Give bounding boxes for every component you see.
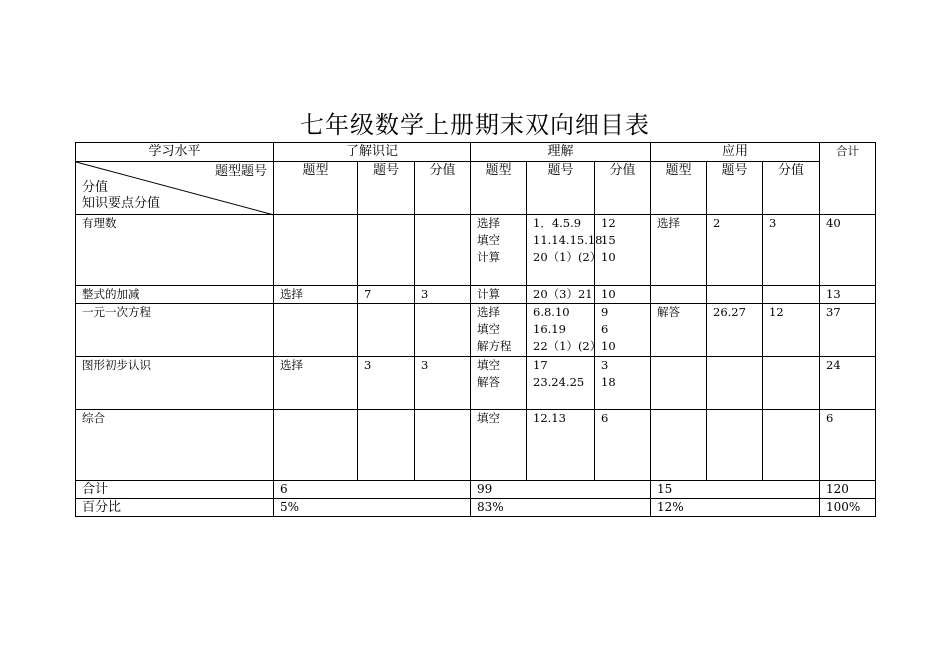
recall-score-cell: 3 [415,286,471,304]
understand-type-cell-line: 填空 [477,358,500,372]
summary-label-cell: 百分比 [76,499,274,517]
sub-header-type: 题型 [274,162,358,215]
apply-type-cell: 解答 [651,304,707,357]
understand-score-cell-line: 12 [601,216,616,230]
topic-cell: 图形初步认识 [76,357,274,410]
sub-header-type: 题型 [471,162,527,215]
apply-num-cell [707,286,763,304]
row-total-cell: 13 [820,286,876,304]
understand-score-cell-line: 10 [601,250,616,264]
understand-num-cell [527,215,603,286]
understand-score-cell-line: 3 [601,358,609,372]
understand-num-cell-line: 12.13 [533,411,566,425]
understand-num-cell [527,304,602,357]
recall-num-cell [358,410,415,481]
recall-type-cell [274,410,358,481]
understand-num-cell [527,410,595,481]
diagonal-header-cell [76,162,274,215]
understand-type-cell [471,304,527,357]
summary-row [76,481,876,499]
understand-type-cell [471,357,527,410]
table-row [76,410,876,481]
apply-type-cell: 选择 [651,215,707,286]
understand-type-cell-line: 解答 [477,375,500,389]
group-header-understand: 理解 [471,143,651,162]
recall-type-cell: 选择 [274,286,358,304]
understand-num-cell [527,286,595,304]
apply-type-cell [651,286,707,304]
understand-score-cell-line: 15 [601,233,616,247]
apply-type-cell [651,357,707,410]
sub-header-score: 分值 [595,162,651,215]
table-row [76,215,876,286]
recall-type-cell [274,215,358,286]
understand-num-cell-line: 16.19 [533,322,566,336]
understand-score-cell [595,215,651,286]
topic-cell: 一元一次方程 [76,304,274,357]
sub-header-score: 分值 [415,162,471,215]
understand-type-cell-line: 计算 [477,287,500,301]
apply-num-cell: 26.27 [707,304,763,357]
recall-score-cell [415,304,471,357]
diag-label-knowledge: 知识要点分值 [82,196,161,211]
table-row [76,304,876,357]
recall-score-cell [415,215,471,286]
understand-score-cell [595,286,651,304]
understand-num-cell-line: 1．4.5.9 [533,216,582,230]
diag-label-score: 分值 [82,180,109,195]
recall-type-cell: 选择 [274,357,358,410]
understand-type-cell-line: 解方程 [477,339,512,353]
table-row [76,286,876,304]
sub-header-score: 分值 [763,162,820,215]
understand-num-cell-line: 20（1）(2） [533,250,602,264]
understand-score-cell-line: 10 [601,339,616,353]
row-total-cell: 6 [820,410,876,481]
apply-score-cell: 12 [763,304,820,357]
level-header: 学习水平 [76,143,274,162]
topic-cell: 有理数 [76,215,274,286]
apply-num-cell: 2 [707,215,763,286]
recall-score-cell [415,410,471,481]
apply-score-cell [763,286,820,304]
understand-score-cell-line: 9 [601,305,609,319]
spec-table [75,142,876,517]
understand-score-cell-line: 6 [601,322,609,336]
summary-apply-cell: 12% [651,499,820,517]
group-header-recall: 了解识记 [274,143,471,162]
recall-num-cell: 7 [358,286,415,304]
understand-type-cell-line: 选择 [477,216,500,230]
apply-num-cell [707,410,763,481]
total-header: 合计 [820,143,876,215]
summary-row [76,499,876,517]
sub-header-type: 题型 [651,162,707,215]
understand-score-cell-line: 18 [601,375,616,389]
recall-type-cell [274,304,358,357]
understand-num-cell-line: 17 [533,358,548,372]
apply-num-cell [707,357,763,410]
understand-type-cell-line: 计算 [477,250,500,264]
understand-score-cell-line: 6 [601,411,609,425]
summary-apply-cell: 15 [651,481,820,499]
understand-score-cell [595,410,651,481]
summary-recall-cell: 5% [274,499,471,517]
understand-score-cell [595,304,651,357]
sub-header-num: 题号 [358,162,415,215]
understand-num-cell-line: 23.24.25 [533,375,585,389]
understand-score-cell-line: 10 [601,287,616,301]
apply-type-cell [651,410,707,481]
row-total-cell: 24 [820,357,876,410]
understand-num-cell-line: 6.8.10 [533,305,570,319]
understand-score-cell [595,357,651,410]
summary-understand-cell: 99 [471,481,651,499]
apply-score-cell: 3 [763,215,820,286]
recall-num-cell [358,215,415,286]
understand-num-cell-line: 20（3）21 [533,287,593,301]
recall-score-cell: 3 [415,357,471,410]
sub-header-num: 题号 [527,162,595,215]
understand-num-cell-line: 22（1）(2） [533,339,602,353]
summary-understand-cell: 83% [471,499,651,517]
understand-type-cell-line: 填空 [477,322,500,336]
topic-cell: 整式的加减 [76,286,274,304]
summary-total-cell: 100% [820,499,876,517]
group-header-apply: 应用 [651,143,820,162]
summary-recall-cell: 6 [274,481,471,499]
apply-score-cell [763,410,820,481]
understand-type-cell-line: 填空 [477,233,500,247]
topic-cell: 综合 [76,410,274,481]
row-total-cell: 37 [820,304,876,357]
summary-total-cell: 120 [820,481,876,499]
table-row [76,357,876,410]
recall-num-cell [358,304,415,357]
row-total-cell: 40 [820,215,876,286]
sub-header-num: 题号 [707,162,763,215]
understand-type-cell-line: 选择 [477,305,500,319]
summary-label-cell: 合计 [76,481,274,499]
recall-num-cell: 3 [358,357,415,410]
understand-num-cell [527,357,595,410]
understand-num-cell-line: 11.14.15.18 [533,233,603,247]
understand-type-cell-line: 填空 [477,411,500,425]
diag-label-type-num: 题型题号 [214,164,267,179]
page-title: 七年级数学上册期末双向细目表 [300,111,650,139]
understand-type-cell [471,286,527,304]
apply-score-cell [763,357,820,410]
understand-type-cell [471,215,527,286]
understand-type-cell [471,410,527,481]
